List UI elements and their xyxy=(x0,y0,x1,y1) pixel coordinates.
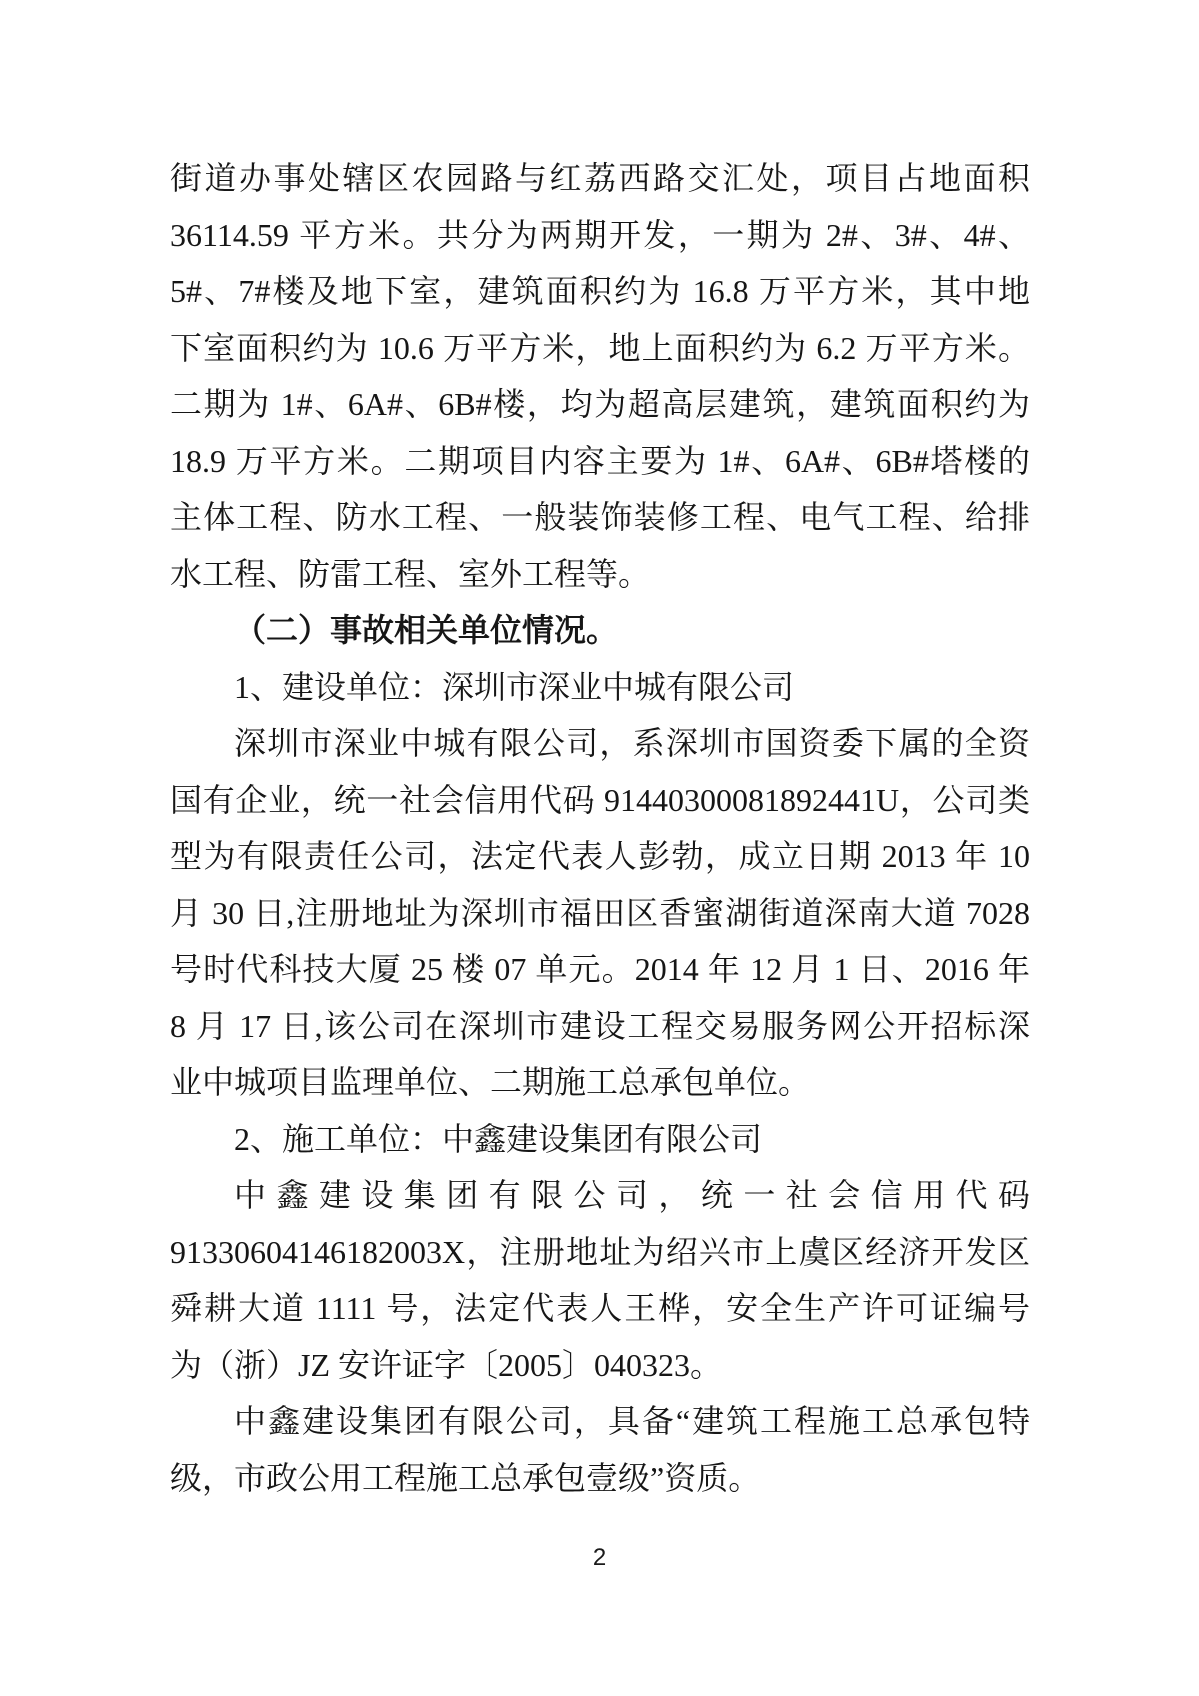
document-body xyxy=(170,150,1030,1506)
text-line: 下室面积约为 10.6 万平方米，地上面积约为 6.2 万平方米。 xyxy=(170,329,1030,366)
item-construction-owner-title: 1、建设单位：深圳市深业中城有限公司 xyxy=(234,668,795,705)
item-contractor-title: 2、施工单位：中鑫建设集团有限公司 xyxy=(234,1120,763,1157)
text-line: 主体工程、防水工程、一般装饰装修工程、电气工程、给排 xyxy=(170,499,1030,535)
text-line: 国有企业，统一社会信用代码 91440300081892441U，公司类 xyxy=(170,781,1030,818)
text-line: 号时代科技大厦 25 楼 07 单元。2014 年 12 月 1 日、2016 年 xyxy=(170,951,1030,987)
text-line: 18.9 万平方米。二期项目内容主要为 1#、6A#、6B#塔楼的 xyxy=(170,442,1030,479)
text-line: 中鑫建设集团有限公司，具备“建筑工程施工总承包特 xyxy=(234,1403,1030,1439)
text-line: 为（浙）JZ 安许证字〔2005〕040323。 xyxy=(170,1346,723,1383)
text-line: 二期为 1#、6A#、6B#楼，均为超高层建筑，建筑面积约为 xyxy=(170,386,1030,422)
text-line: 级，市政公用工程施工总承包壹级”资质。 xyxy=(170,1459,761,1496)
heading-accident-related-units: （二）事故相关单位情况。 xyxy=(234,612,619,648)
text-line: 月 30 日,注册地址为深圳市福田区香蜜湖街道深南大道 7028 xyxy=(170,894,1030,931)
text-line: 91330604146182003X，注册地址为绍兴市上虞区经济开发区 xyxy=(170,1233,1030,1270)
page-number: 2 xyxy=(592,1544,607,1571)
text-line: 水工程、防雷工程、室外工程等。 xyxy=(170,555,651,592)
text-line: 中鑫建设集团有限公司，统一社会信用代码 xyxy=(234,1177,1030,1213)
text-line: 36114.59 平方米。共分为两期开发，一期为 2#、3#、4#、 xyxy=(170,216,1030,253)
text-line: 8 月 17 日,该公司在深圳市建设工程交易服务网公开招标深 xyxy=(170,1007,1030,1044)
text-line: 舜耕大道 1111 号，法定代表人王桦，安全生产许可证编号 xyxy=(170,1290,1030,1326)
text-line: 深圳市深业中城有限公司，系深圳市国资委下属的全资 xyxy=(234,725,1030,761)
text-line: 型为有限责任公司，法定代表人彭勃，成立日期 2013 年 10 xyxy=(170,838,1030,874)
text-line: 5#、7#楼及地下室，建筑面积约为 16.8 万平方米，其中地 xyxy=(170,273,1030,309)
text-line: 业中城项目监理单位、二期施工总承包单位。 xyxy=(170,1064,811,1100)
text-line: 街道办事处辖区农园路与红荔西路交汇处，项目占地面积 xyxy=(170,160,1030,196)
